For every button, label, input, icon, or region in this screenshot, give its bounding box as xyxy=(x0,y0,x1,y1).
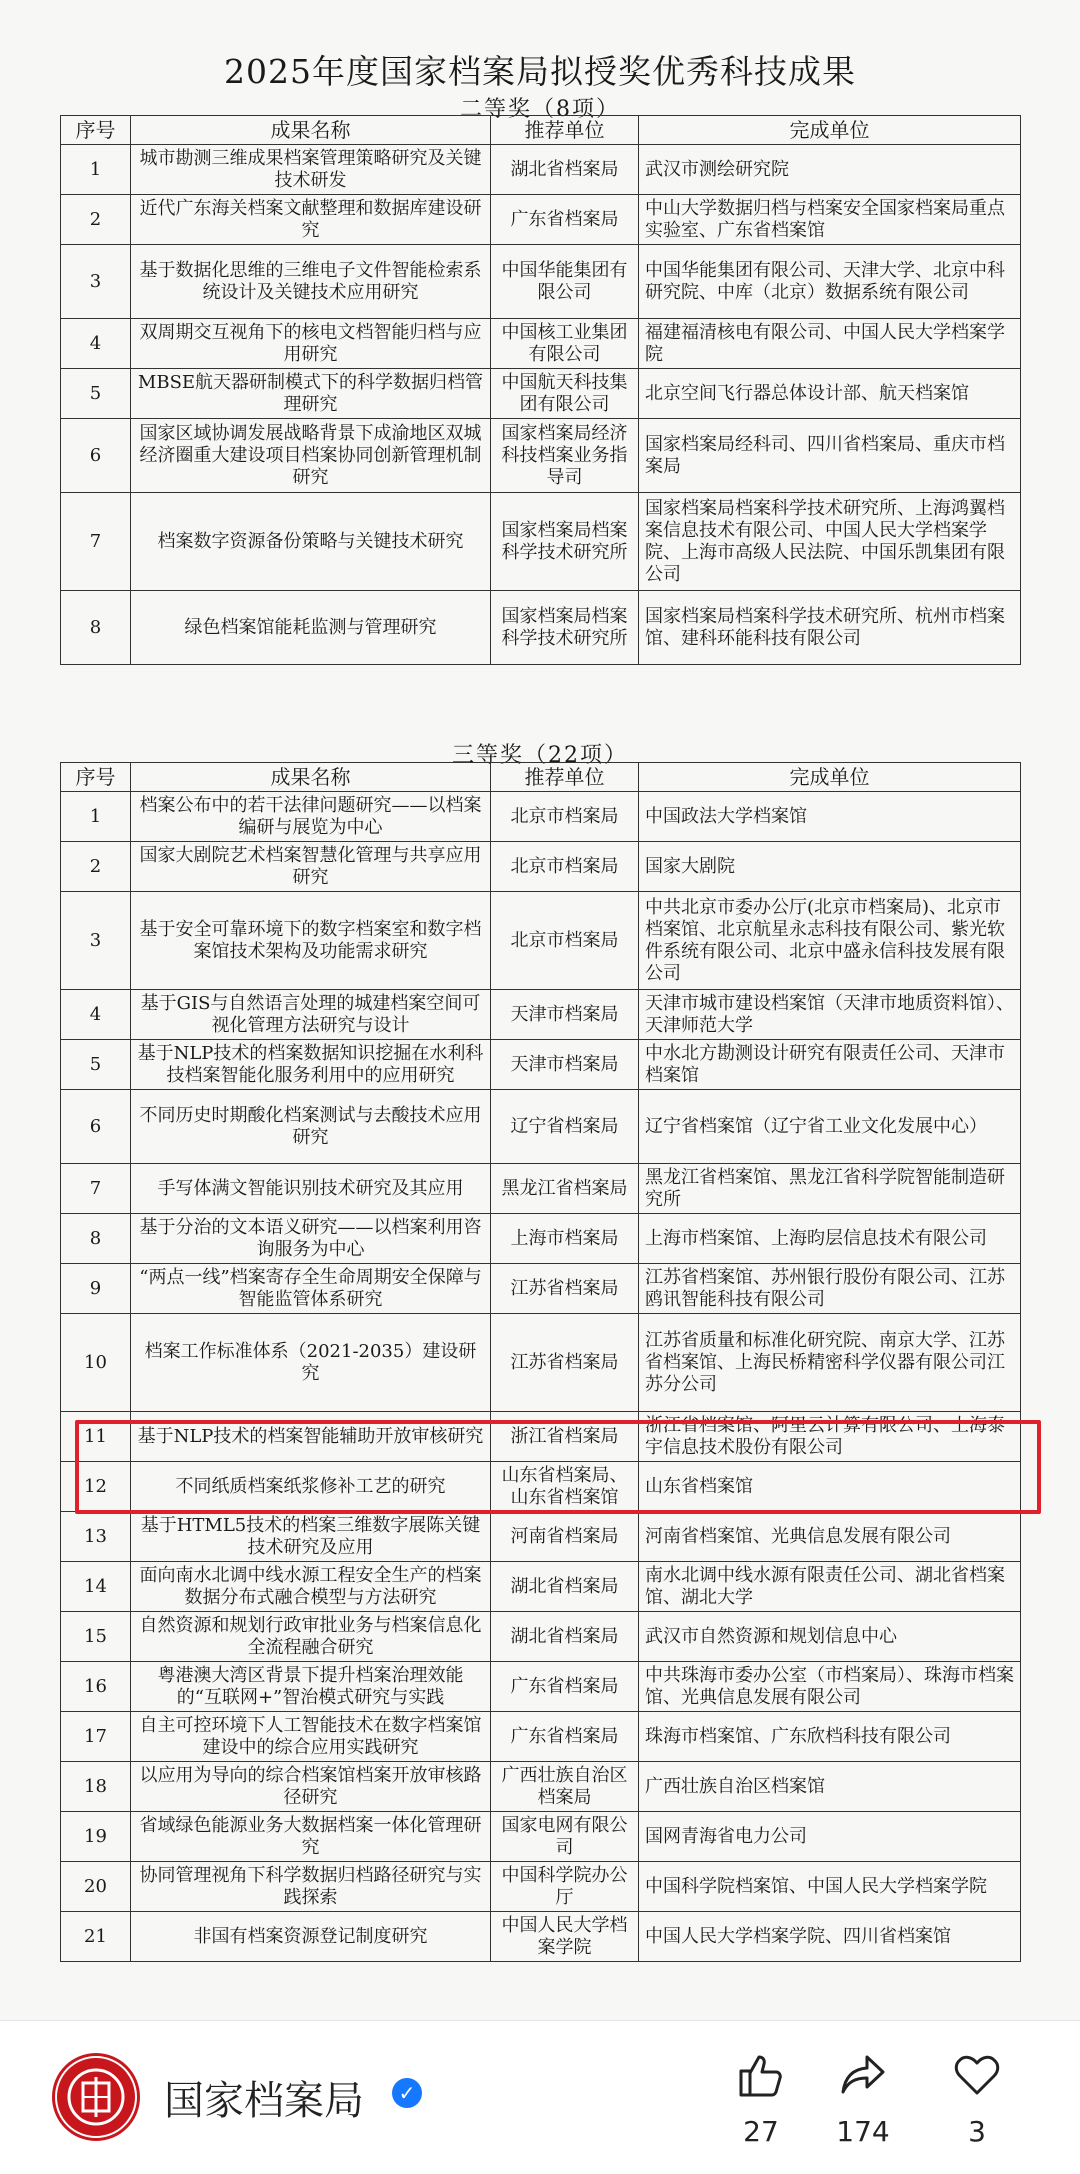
recommending-unit: 江苏省档案局 xyxy=(491,1314,639,1412)
completing-unit: 国家档案局档案科学技术研究所、杭州市档案馆、建科环能科技有限公司 xyxy=(639,591,1021,665)
project-name: 基于数据化思维的三维电子文件智能检索系统设计及关键技术应用研究 xyxy=(131,245,491,319)
project-name: 近代广东海关档案文献整理和数据库建设研究 xyxy=(131,195,491,245)
project-name: 手写体满文智能识别技术研究及其应用 xyxy=(131,1164,491,1214)
row-number: 1 xyxy=(61,145,131,195)
completing-unit: 珠海市档案馆、广东欣档科技有限公司 xyxy=(639,1712,1021,1762)
project-name: 基于HTML5技术的档案三维数字展陈关键技术研究及应用 xyxy=(131,1512,491,1562)
completing-unit: 天津市城市建设档案馆（天津市地质资料馆）、天津师范大学 xyxy=(639,990,1021,1040)
third-prize-heading: 三等奖（22项） xyxy=(452,743,628,768)
recommending-unit: 广东省档案局 xyxy=(491,1662,639,1712)
row-number: 4 xyxy=(61,319,131,369)
row-number: 3 xyxy=(61,245,131,319)
favorite-button[interactable] xyxy=(922,2049,1032,2148)
recommending-unit: 中国核工业集团有限公司 xyxy=(491,319,639,369)
recommending-unit: 上海市档案局 xyxy=(491,1214,639,1264)
verified-badge-icon: ✓ xyxy=(392,2078,422,2108)
archives-logo-icon xyxy=(52,2053,140,2141)
table-row xyxy=(61,1562,1021,1612)
completing-unit: 中山大学数据归档与档案安全国家档案局重点实验室、广东省档案馆 xyxy=(639,195,1021,245)
column-header: 成果名称 xyxy=(131,116,491,145)
project-name: 不同历史时期酸化档案测试与去酸技术应用研究 xyxy=(131,1090,491,1164)
project-name: 基于NLP技术的档案智能辅助开放审核研究 xyxy=(131,1412,491,1462)
recommending-unit: 国家档案局档案科学技术研究所 xyxy=(491,591,639,665)
completing-unit: 福建福清核电有限公司、中国人民大学档案学院 xyxy=(639,319,1021,369)
row-number: 20 xyxy=(61,1862,131,1912)
completing-unit: 武汉市测绘研究院 xyxy=(639,145,1021,195)
completing-unit: 北京空间飞行器总体设计部、航天档案馆 xyxy=(639,369,1021,419)
share-arrow-icon xyxy=(837,2049,889,2101)
project-name: 档案工作标准体系（2021-2035）建设研究 xyxy=(131,1314,491,1412)
table-row xyxy=(61,1612,1021,1662)
project-name: 省域绿色能源业务大数据档案一体化管理研究 xyxy=(131,1812,491,1862)
row-number: 2 xyxy=(61,842,131,892)
recommending-unit: 北京市档案局 xyxy=(491,842,639,892)
column-header: 完成单位 xyxy=(639,763,1021,792)
recommending-unit: 国家档案局经济科技档案业务指导司 xyxy=(491,419,639,493)
recommending-unit: 河南省档案局 xyxy=(491,1512,639,1562)
third-prize-table xyxy=(60,762,1021,1962)
project-name: 基于GIS与自然语言处理的城建档案空间可视化管理方法研究与设计 xyxy=(131,990,491,1040)
table-row xyxy=(61,195,1021,245)
row-number: 5 xyxy=(61,1040,131,1090)
completing-unit: 江苏省档案馆、苏州银行股份有限公司、江苏鸥讯智能科技有限公司 xyxy=(639,1264,1021,1314)
recommending-unit: 广西壮族自治区档案局 xyxy=(491,1762,639,1812)
completing-unit: 广西壮族自治区档案馆 xyxy=(639,1762,1021,1812)
recommending-unit: 国家档案局档案科学技术研究所 xyxy=(491,493,639,591)
table-row xyxy=(61,1862,1021,1912)
completing-unit: 国网青海省电力公司 xyxy=(639,1812,1021,1862)
completing-unit: 南水北调中线水源有限责任公司、湖北省档案馆、湖北大学 xyxy=(639,1562,1021,1612)
second-prize-table xyxy=(60,115,1021,665)
project-name: 基于安全可靠环境下的数字档案室和数字档案馆技术架构及功能需求研究 xyxy=(131,892,491,990)
completing-unit: 中共珠海市委办公室（市档案局）、珠海市档案馆、光典信息发展有限公司 xyxy=(639,1662,1021,1712)
project-name: 自然资源和规划行政审批业务与档案信息化全流程融合研究 xyxy=(131,1612,491,1662)
table-row xyxy=(61,1164,1021,1214)
project-name: 绿色档案馆能耗监测与管理研究 xyxy=(131,591,491,665)
row-number: 10 xyxy=(61,1314,131,1412)
completing-unit: 国家档案局档案科学技术研究所、上海鸿翼档案信息技术有限公司、中国人民大学档案学院、上海市高级人民法院、中国乐凯集团有限公司 xyxy=(639,493,1021,591)
row-number: 6 xyxy=(61,1090,131,1164)
row-number: 8 xyxy=(61,591,131,665)
recommending-unit: 江苏省档案局 xyxy=(491,1264,639,1314)
table-row xyxy=(61,145,1021,195)
recommending-unit: 湖北省档案局 xyxy=(491,145,639,195)
table-row xyxy=(61,1712,1021,1762)
table-header-row xyxy=(61,116,1021,145)
completing-unit: 中国人民大学档案学院、四川省档案馆 xyxy=(639,1912,1021,1962)
row-number: 6 xyxy=(61,419,131,493)
recommending-unit: 浙江省档案局 xyxy=(491,1412,639,1462)
table-row xyxy=(61,493,1021,591)
column-header: 序号 xyxy=(61,116,131,145)
table-row xyxy=(61,245,1021,319)
row-number: 7 xyxy=(61,493,131,591)
table-row xyxy=(61,892,1021,990)
like-button[interactable] xyxy=(706,2049,816,2148)
table-row xyxy=(61,1762,1021,1812)
column-header: 成果名称 xyxy=(131,763,491,792)
table-row xyxy=(61,1040,1021,1090)
row-number: 1 xyxy=(61,792,131,842)
table-row xyxy=(61,369,1021,419)
recommending-unit: 北京市档案局 xyxy=(491,892,639,990)
table-row xyxy=(61,419,1021,493)
project-name: 自主可控环境下人工智能技术在数字档案馆建设中的综合应用实践研究 xyxy=(131,1712,491,1762)
recommending-unit: 天津市档案局 xyxy=(491,990,639,1040)
recommending-unit: 辽宁省档案局 xyxy=(491,1090,639,1164)
project-name: 面向南水北调中线水源工程安全生产的档案数据分布式融合模型与方法研究 xyxy=(131,1562,491,1612)
column-header: 推荐单位 xyxy=(491,116,639,145)
red-highlight-box xyxy=(75,1420,1041,1514)
row-number: 11 xyxy=(61,1412,131,1462)
share-button[interactable] xyxy=(808,2049,918,2148)
row-number: 9 xyxy=(61,1264,131,1314)
column-header: 完成单位 xyxy=(639,116,1021,145)
table-row xyxy=(61,990,1021,1040)
row-number: 18 xyxy=(61,1762,131,1812)
table-row xyxy=(61,319,1021,369)
project-name: 双周期交互视角下的核电文档智能归档与应用研究 xyxy=(131,319,491,369)
table-row xyxy=(61,842,1021,892)
share-count: 174 xyxy=(836,2115,890,2148)
table-row xyxy=(61,591,1021,665)
table-row xyxy=(61,792,1021,842)
project-name: “两点一线”档案寄存全生命周期安全保障与智能监管体系研究 xyxy=(131,1264,491,1314)
account-avatar[interactable] xyxy=(52,2053,140,2141)
row-number: 3 xyxy=(61,892,131,990)
completing-unit: 国家大剧院 xyxy=(639,842,1021,892)
project-name: MBSE航天器研制模式下的科学数据归档管理研究 xyxy=(131,369,491,419)
row-number: 2 xyxy=(61,195,131,245)
table-row xyxy=(61,1662,1021,1712)
recommending-unit: 湖北省档案局 xyxy=(491,1612,639,1662)
row-number: 14 xyxy=(61,1562,131,1612)
project-name: 粤港澳大湾区背景下提升档案治理效能的“互联网+”智治模式研究与实践 xyxy=(131,1662,491,1712)
project-name: 以应用为导向的综合档案馆档案开放审核路径研究 xyxy=(131,1762,491,1812)
completing-unit: 中国华能集团有限公司、天津大学、北京中科研究院、中库（北京）数据系统有限公司 xyxy=(639,245,1021,319)
table-row xyxy=(61,1264,1021,1314)
row-number: 13 xyxy=(61,1512,131,1562)
table-row xyxy=(61,1512,1021,1562)
table-row xyxy=(61,1812,1021,1862)
completing-unit: 中水北方勘测设计研究有限责任公司、天津市档案馆 xyxy=(639,1040,1021,1090)
project-name: 非国有档案资源登记制度研究 xyxy=(131,1912,491,1962)
recommending-unit: 中国华能集团有限公司 xyxy=(491,245,639,319)
completing-unit: 中国科学院档案馆、中国人民大学档案学院 xyxy=(639,1862,1021,1912)
row-number: 21 xyxy=(61,1912,131,1962)
row-number: 17 xyxy=(61,1712,131,1762)
completing-unit: 河南省档案馆、光典信息发展有限公司 xyxy=(639,1512,1021,1562)
table-row xyxy=(61,1912,1021,1962)
row-number: 5 xyxy=(61,369,131,419)
completing-unit: 武汉市自然资源和规划信息中心 xyxy=(639,1612,1021,1662)
project-name: 协同管理视角下科学数据归档路径研究与实践探索 xyxy=(131,1862,491,1912)
completing-unit: 山东省档案馆 xyxy=(639,1462,1021,1512)
favorite-count: 3 xyxy=(968,2115,986,2148)
recommending-unit: 北京市档案局 xyxy=(491,792,639,842)
project-name: 基于分治的文本语义研究——以档案利用咨询服务为中心 xyxy=(131,1214,491,1264)
completing-unit: 江苏省质量和标准化研究院、南京大学、江苏省档案馆、上海民桥精密科学仪器有限公司江苏分公司 xyxy=(639,1314,1021,1412)
table-row xyxy=(61,1314,1021,1412)
project-name: 档案数字资源备份策略与关键技术研究 xyxy=(131,493,491,591)
recommending-unit: 山东省档案局、山东省档案馆 xyxy=(491,1462,639,1512)
post-footer-bar xyxy=(0,2020,1080,2174)
account-name[interactable]: 国家档案局 xyxy=(164,2078,364,2124)
row-number: 19 xyxy=(61,1812,131,1862)
project-name: 国家大剧院艺术档案智慧化管理与共享应用研究 xyxy=(131,842,491,892)
project-name: 基于NLP技术的档案数据知识挖掘在水利科技档案智能化服务利用中的应用研究 xyxy=(131,1040,491,1090)
completing-unit: 浙江省档案馆、阿里云计算有限公司、上海泰宇信息技术股份有限公司 xyxy=(639,1412,1021,1462)
table-row xyxy=(61,1090,1021,1164)
completing-unit: 中国政法大学档案馆 xyxy=(639,792,1021,842)
completing-unit: 黑龙江省档案馆、黑龙江省科学院智能制造研究所 xyxy=(639,1164,1021,1214)
column-header: 序号 xyxy=(61,763,131,792)
row-number: 12 xyxy=(61,1462,131,1512)
thumbs-up-icon xyxy=(735,2049,787,2101)
project-name: 城市勘测三维成果档案管理策略研究及关键技术研发 xyxy=(131,145,491,195)
recommending-unit: 国家电网有限公司 xyxy=(491,1812,639,1862)
table-row xyxy=(61,1214,1021,1264)
recommending-unit: 广东省档案局 xyxy=(491,1712,639,1762)
project-name: 档案公布中的若干法律问题研究——以档案编研与展览为中心 xyxy=(131,792,491,842)
like-count: 27 xyxy=(743,2115,779,2148)
recommending-unit: 中国人民大学档案学院 xyxy=(491,1912,639,1962)
table-header-row xyxy=(61,763,1021,792)
page-title: 2025年度国家档案局拟授奖优秀科技成果 xyxy=(224,52,856,91)
column-header: 推荐单位 xyxy=(491,763,639,792)
completing-unit: 国家档案局经科司、四川省档案局、重庆市档案局 xyxy=(639,419,1021,493)
recommending-unit: 黑龙江省档案局 xyxy=(491,1164,639,1214)
row-number: 4 xyxy=(61,990,131,1040)
row-number: 8 xyxy=(61,1214,131,1264)
row-number: 7 xyxy=(61,1164,131,1214)
project-name: 不同纸质档案纸浆修补工艺的研究 xyxy=(131,1462,491,1512)
row-number: 16 xyxy=(61,1662,131,1712)
completing-unit: 中共北京市委办公厅(北京市档案局)、北京市档案馆、北京航星永志科技有限公司、紫光软件系统有限公司、北京中盛永信科技发展有限公司 xyxy=(639,892,1021,990)
second-prize-heading: 二等奖（8项） xyxy=(460,97,620,122)
recommending-unit: 广东省档案局 xyxy=(491,195,639,245)
completing-unit: 辽宁省档案馆（辽宁省工业文化发展中心） xyxy=(639,1090,1021,1164)
recommending-unit: 湖北省档案局 xyxy=(491,1562,639,1612)
recommending-unit: 中国科学院办公厅 xyxy=(491,1862,639,1912)
row-number: 15 xyxy=(61,1612,131,1662)
completing-unit: 上海市档案馆、上海昀层信息技术有限公司 xyxy=(639,1214,1021,1264)
heart-icon xyxy=(951,2049,1003,2101)
recommending-unit: 天津市档案局 xyxy=(491,1040,639,1090)
project-name: 国家区域协调发展战略背景下成渝地区双城经济圈重大建设项目档案协同创新管理机制研究 xyxy=(131,419,491,493)
recommending-unit: 中国航天科技集团有限公司 xyxy=(491,369,639,419)
